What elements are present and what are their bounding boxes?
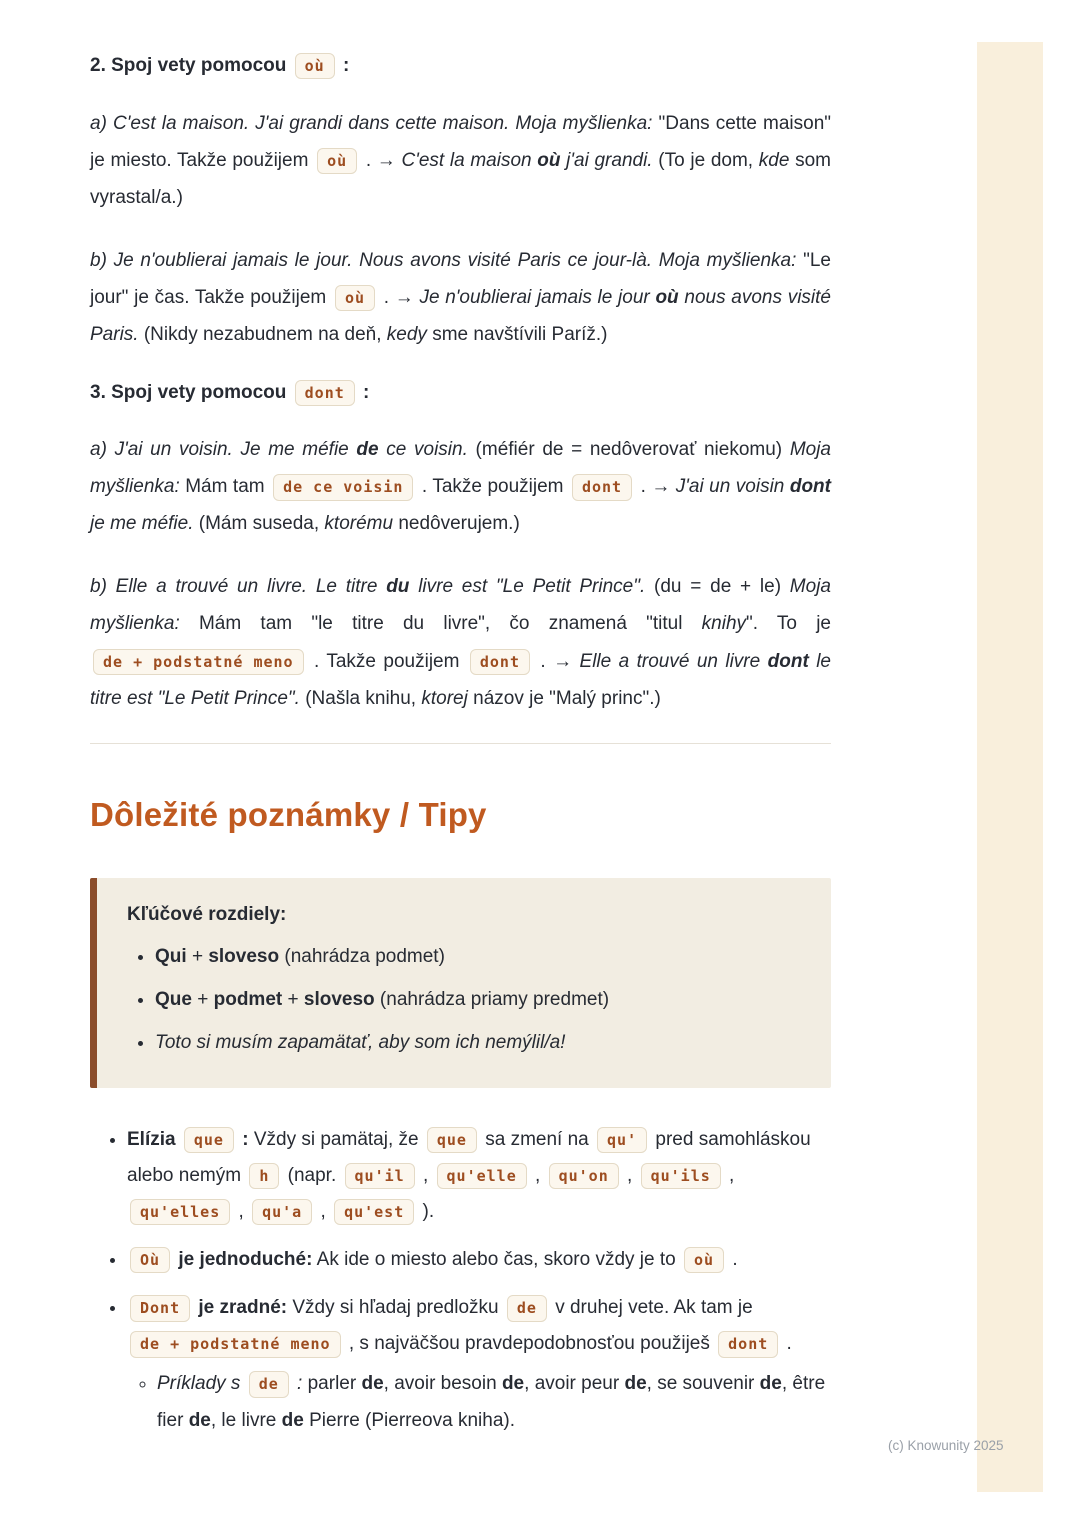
text-segment: de <box>624 1373 647 1395</box>
text-segment: (nahrádza podmet) <box>279 945 445 967</box>
text-segment: Príklady s <box>157 1373 246 1395</box>
text-segment: . Takže použijem <box>306 650 467 672</box>
text-segment: où <box>655 286 679 308</box>
callout-title: Kľúčové rozdiely: <box>127 903 287 925</box>
text-segment: : <box>357 381 370 403</box>
page-edge-strip <box>977 42 1043 1492</box>
text-segment: Ak ide o miesto alebo čas, skoro vždy je to <box>312 1249 681 1271</box>
code-token: qu'ils <box>641 1163 721 1189</box>
paragraph-ou-example-a <box>90 105 831 216</box>
code-token: dont <box>572 474 632 500</box>
text-segment: "Dans cette maison" je miesto. Takže použijem <box>90 112 832 171</box>
code-token: de <box>249 1371 289 1397</box>
text-segment: (Mám suseda, <box>193 513 325 535</box>
code-token: où <box>335 285 375 311</box>
text-segment: a) J'ai un voisin. Je me méfie <box>90 439 357 461</box>
paragraph-ou-example-b <box>90 242 831 353</box>
text-segment: sme navštívili Paríž.) <box>426 323 608 345</box>
text-segment: 2. Spoj vety pomocou <box>90 55 292 76</box>
text-segment: : <box>337 55 350 76</box>
code-token: dont <box>718 1331 778 1357</box>
copyright-note: (c) Knowunity 2025 <box>888 1438 1004 1453</box>
code-token: dont <box>295 380 355 406</box>
text-segment: "Le jour" je čas. Takže použijem <box>90 249 831 308</box>
text-segment: , se souvenir <box>646 1373 760 1395</box>
text-segment: 3. Spoj vety pomocou <box>90 381 292 403</box>
note-text-dont <box>127 1297 792 1354</box>
text-segment: : <box>236 1128 249 1150</box>
section-heading-dont <box>90 379 831 408</box>
text-segment: de <box>281 1409 304 1431</box>
text-segment: , <box>529 1165 546 1187</box>
text-segment: Elle a trouvé un livre <box>579 650 768 672</box>
text-segment: + <box>186 945 209 967</box>
code-token: que <box>184 1127 234 1153</box>
text-segment: a) C'est la maison. J'ai grandi dans cette maison. Moja myšlienka: <box>90 112 659 134</box>
code-token: où <box>295 53 335 79</box>
text-segment: . → <box>360 149 402 171</box>
text-segment: (napr. <box>282 1165 342 1187</box>
text-segment: podmet <box>213 989 283 1011</box>
text-segment: Pierre (Pierreova kniha). <box>303 1409 516 1431</box>
code-token: qu'on <box>549 1163 619 1189</box>
text-segment: (du = de + le) <box>645 576 790 598</box>
code-token: qu'elle <box>437 1163 527 1189</box>
text-segment: dont <box>767 650 809 672</box>
text-segment: , avoir besoin <box>383 1373 502 1395</box>
section-heading-ou <box>90 52 831 81</box>
code-token: Où <box>130 1247 170 1273</box>
text-segment: de <box>188 1409 211 1431</box>
text-segment: . <box>781 1333 792 1355</box>
text-segment: parler <box>302 1373 362 1395</box>
text-segment: názov je "Malý princ".) <box>467 687 661 709</box>
code-token: de + podstatné meno <box>93 649 304 675</box>
code-token: de ce voisin <box>273 474 413 500</box>
text-segment: . <box>727 1249 738 1271</box>
text-segment: Vždy si hľadaj predložku <box>287 1297 504 1319</box>
text-segment: : <box>291 1373 303 1395</box>
text-segment: , <box>417 1165 434 1187</box>
text-segment: Que <box>155 989 192 1011</box>
text-segment: , <box>723 1165 735 1187</box>
text-segment: (Našla knihu, <box>299 687 422 709</box>
text-segment: Je n'oublierai jamais le jour <box>419 286 656 308</box>
code-token: de <box>507 1295 547 1321</box>
text-segment: Moja myšlienka: <box>90 439 831 498</box>
code-token: de + podstatné meno <box>130 1331 341 1357</box>
text-segment: , s najväčšou pravdepodobnosťou použiješ <box>343 1333 716 1355</box>
text-segment: som vyrastal/a.) <box>90 149 831 208</box>
text-segment: . → <box>378 286 420 308</box>
text-segment: nedôverujem.) <box>393 513 520 535</box>
text-segment: dont <box>789 476 831 498</box>
text-segment: , avoir peur <box>524 1373 625 1395</box>
text-segment: knihy <box>701 613 747 635</box>
text-segment: Qui <box>155 945 187 967</box>
text-segment: . → <box>635 476 676 498</box>
text-segment: , <box>315 1201 332 1223</box>
code-token: où <box>684 1247 724 1273</box>
text-segment: Vždy si pamätaj, že <box>248 1128 424 1150</box>
callout-item-que <box>155 985 801 1014</box>
text-segment: ). <box>417 1201 435 1223</box>
code-token: qu'elles <box>130 1199 230 1225</box>
code-token: h <box>249 1163 279 1189</box>
text-segment: v druhej vete. Ak tam je <box>549 1297 753 1319</box>
paragraph-dont-example-a <box>90 431 831 542</box>
text-segment: , être fier <box>157 1373 826 1431</box>
paragraph-dont-example-b <box>90 568 831 716</box>
code-token: Dont <box>130 1295 190 1321</box>
document-content <box>90 52 831 1451</box>
tips-heading: Dôležité poznámky / Tipy <box>90 795 487 833</box>
section-divider <box>90 743 831 744</box>
text-segment: J'ai un voisin <box>675 476 790 498</box>
text-segment: j'ai grandi. <box>560 149 653 171</box>
text-segment: de <box>356 439 379 461</box>
text-segment: je jednoduché: <box>173 1249 313 1271</box>
text-segment: kde <box>758 149 790 171</box>
text-segment: b) Elle a trouvé un livre. Le titre <box>90 576 387 598</box>
text-segment: , le livre <box>210 1409 282 1431</box>
code-token: qu'a <box>252 1199 312 1225</box>
note-item-ou <box>127 1242 831 1278</box>
text-segment: sa zmení na <box>479 1128 595 1150</box>
text-segment: je zradné: <box>193 1297 288 1319</box>
callout-item-reminder <box>155 1028 801 1057</box>
text-segment: pred samohláskou alebo nemým <box>127 1128 811 1187</box>
text-segment: ce voisin. <box>378 439 468 461</box>
text-segment: sloveso <box>303 989 375 1011</box>
text-segment: de <box>501 1373 525 1395</box>
text-segment: ktorej <box>421 687 468 709</box>
text-segment: + <box>282 989 304 1011</box>
sub-item-de-examples <box>157 1366 831 1438</box>
text-segment: du <box>386 576 410 598</box>
callout-list <box>127 942 801 1058</box>
code-token: qu' <box>597 1127 647 1153</box>
text-segment: Moja myšlienka: <box>90 576 831 635</box>
note-sub-list <box>127 1366 831 1438</box>
text-segment: Mám tam <box>185 476 271 498</box>
text-segment: Elízia <box>127 1128 181 1150</box>
text-segment: livre est "Le Petit Prince". <box>409 576 646 598</box>
text-segment: + <box>191 989 214 1011</box>
code-token: que <box>427 1127 477 1153</box>
text-segment: (Nikdy nezabudnem na deň, <box>138 323 387 345</box>
text-segment: b) Je n'oublierai jamais le jour. Nous avons visité Paris ce jour-là. Moja myšlienka: <box>90 249 804 271</box>
note-item-elizia <box>127 1122 831 1230</box>
text-segment: , <box>233 1201 250 1223</box>
text-segment: kedy <box>386 323 427 345</box>
text-segment: C'est la maison <box>401 149 538 171</box>
text-segment: nous avons visité Paris. <box>90 286 831 345</box>
text-segment: de <box>361 1373 384 1395</box>
key-differences-callout <box>90 878 831 1088</box>
text-segment: où <box>537 149 561 171</box>
code-token: qu'est <box>334 1199 414 1225</box>
text-segment: Toto si musím zapamätať, aby som ich nemýlil/a! <box>155 1032 566 1054</box>
text-segment: je me méfie. <box>90 513 194 535</box>
code-token: où <box>317 148 357 174</box>
text-segment: , <box>621 1165 638 1187</box>
text-segment: (méfiér de = nedôverovať niekomu) <box>467 439 790 461</box>
text-segment: (nahrádza priamy predmet) <box>374 989 610 1011</box>
code-token: qu'il <box>345 1163 415 1189</box>
text-segment: ". To je <box>746 613 832 635</box>
code-token: dont <box>470 649 530 675</box>
text-segment: Mám tam "le titre du livre", čo znamená "titul <box>198 613 702 635</box>
text-segment: le titre est "Le Petit Prince". <box>90 650 831 709</box>
text-segment: . → <box>532 650 580 672</box>
text-segment: ktorému <box>324 513 394 535</box>
text-segment: sloveso <box>208 945 280 967</box>
text-segment: (To je dom, <box>652 149 759 171</box>
notes-list <box>90 1122 831 1439</box>
text-segment: . Takže použijem <box>416 476 569 498</box>
note-item-dont <box>127 1290 831 1438</box>
text-segment: de <box>759 1373 782 1395</box>
callout-item-qui <box>155 942 801 971</box>
